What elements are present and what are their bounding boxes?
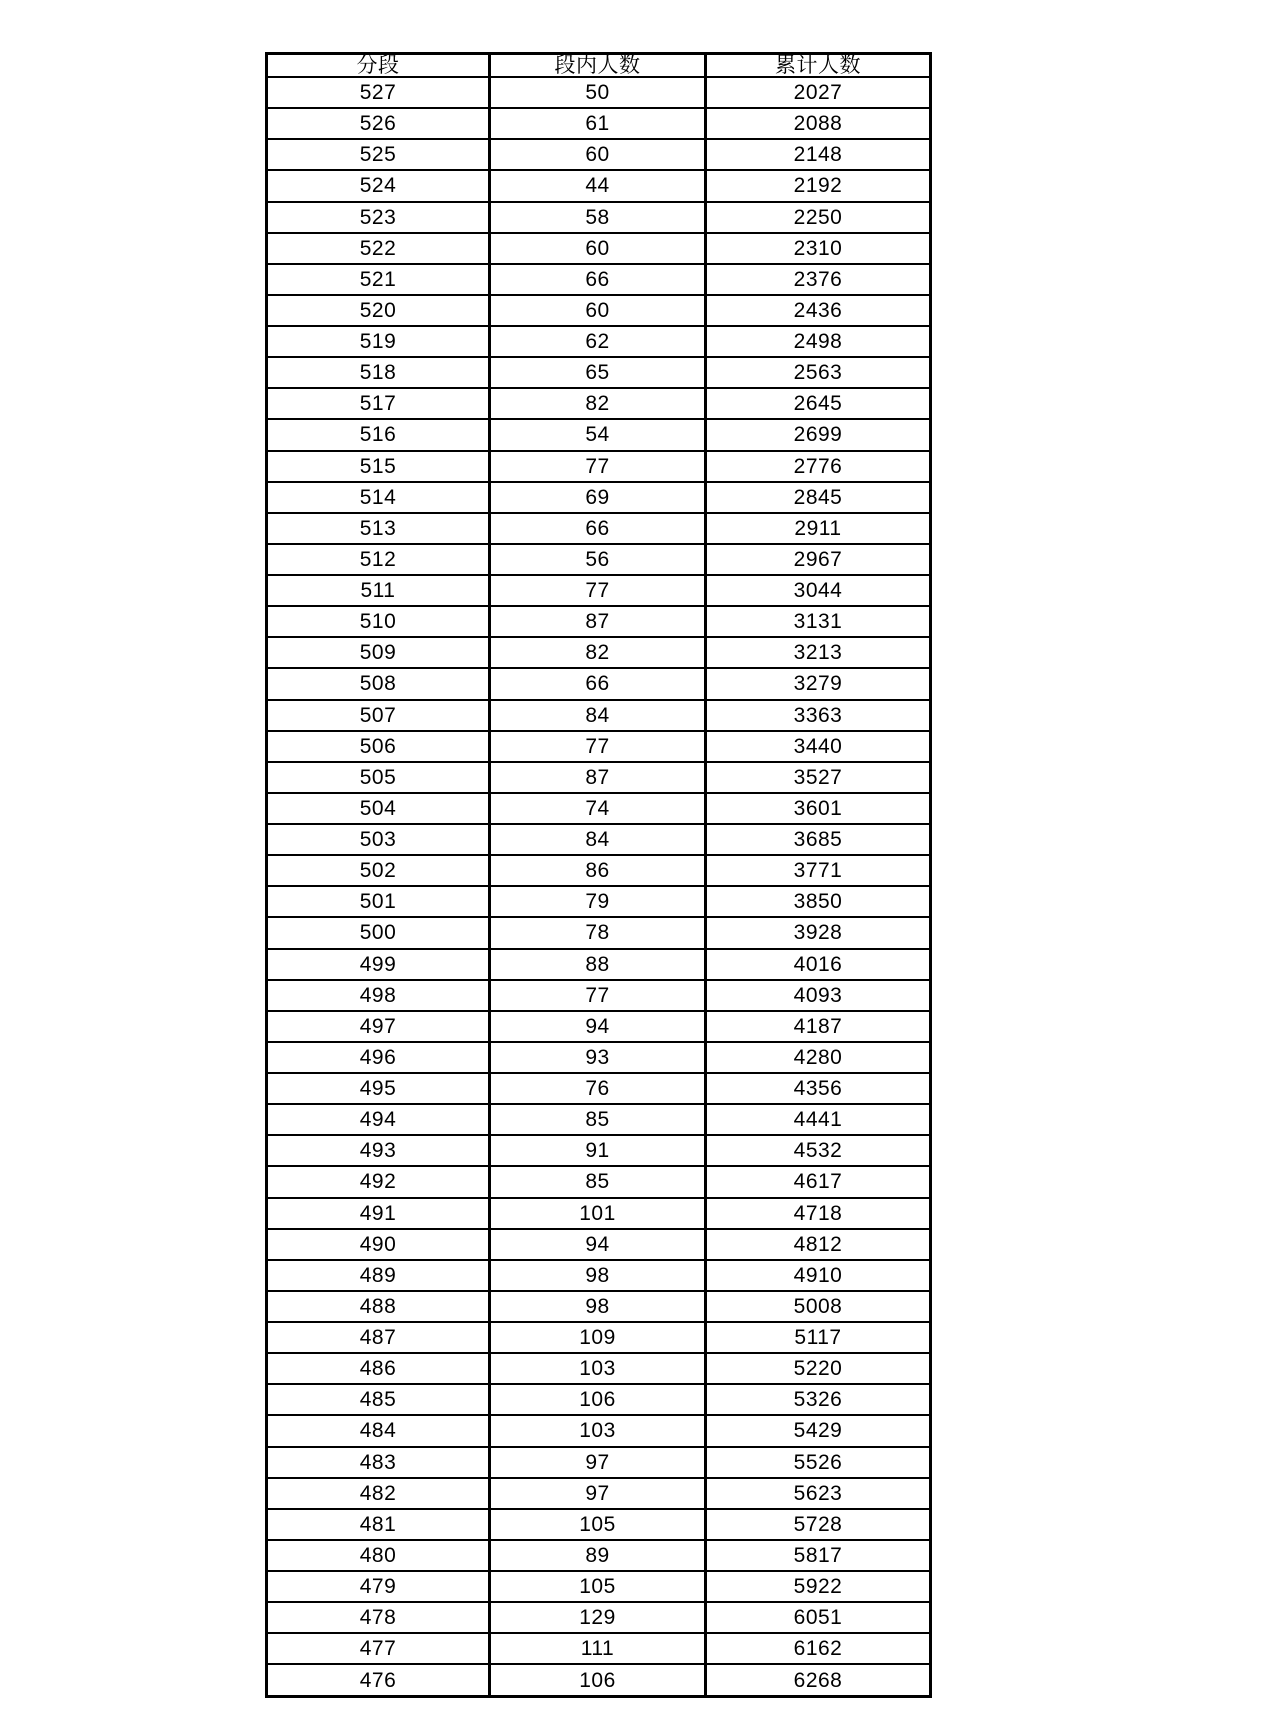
table-row (267, 668, 931, 699)
table-row (267, 762, 931, 793)
score-band-cell: 520 (267, 295, 490, 326)
table-row (267, 1353, 931, 1384)
score-band-cell: 508 (267, 668, 490, 699)
score-band-cell: 478 (267, 1602, 490, 1633)
table-row (267, 77, 931, 108)
segment-count-cell: 66 (490, 264, 706, 295)
header-cell-cumulative-count: 累计人数 (706, 54, 931, 78)
score-band-cell: 481 (267, 1509, 490, 1540)
cumulative-count-cell: 4532 (706, 1135, 931, 1166)
segment-count-cell: 77 (490, 980, 706, 1011)
score-band-cell: 507 (267, 700, 490, 731)
cumulative-count-cell: 2645 (706, 388, 931, 419)
score-band-cell: 510 (267, 606, 490, 637)
score-band-cell: 500 (267, 917, 490, 948)
table-row (267, 1633, 931, 1664)
cumulative-count-cell: 3131 (706, 606, 931, 637)
score-band-cell: 477 (267, 1633, 490, 1664)
score-band-cell: 493 (267, 1135, 490, 1166)
cumulative-count-cell: 4280 (706, 1042, 931, 1073)
score-band-cell: 516 (267, 419, 490, 450)
cumulative-count-cell: 2250 (706, 202, 931, 233)
table-row (267, 139, 931, 170)
segment-count-cell: 77 (490, 575, 706, 606)
table-row (267, 513, 931, 544)
cumulative-count-cell: 3279 (706, 668, 931, 699)
cumulative-count-cell: 2088 (706, 108, 931, 139)
table-row (267, 1478, 931, 1509)
score-band-cell: 498 (267, 980, 490, 1011)
table-row (267, 1384, 931, 1415)
cumulative-count-cell: 5922 (706, 1571, 931, 1602)
segment-count-cell: 82 (490, 637, 706, 668)
table-row (267, 731, 931, 762)
cumulative-count-cell: 3850 (706, 886, 931, 917)
cumulative-count-cell: 3527 (706, 762, 931, 793)
score-band-cell: 489 (267, 1260, 490, 1291)
table-row (267, 824, 931, 855)
cumulative-count-cell: 6051 (706, 1602, 931, 1633)
segment-count-cell: 87 (490, 606, 706, 637)
cumulative-count-cell: 2699 (706, 419, 931, 450)
cumulative-count-cell: 5117 (706, 1322, 931, 1353)
score-band-cell: 479 (267, 1571, 490, 1602)
cumulative-count-cell: 2911 (706, 513, 931, 544)
score-band-cell: 490 (267, 1229, 490, 1260)
cumulative-count-cell: 3363 (706, 700, 931, 731)
table-row (267, 233, 931, 264)
cumulative-count-cell: 5429 (706, 1415, 931, 1446)
table-row (267, 419, 931, 450)
segment-count-cell: 109 (490, 1322, 706, 1353)
cumulative-count-cell: 2376 (706, 264, 931, 295)
segment-count-cell: 87 (490, 762, 706, 793)
cumulative-count-cell: 2845 (706, 482, 931, 513)
score-band-cell: 488 (267, 1291, 490, 1322)
table-row (267, 1664, 931, 1696)
segment-count-cell: 79 (490, 886, 706, 917)
score-band-cell: 505 (267, 762, 490, 793)
table-row (267, 170, 931, 201)
score-band-cell: 487 (267, 1322, 490, 1353)
cumulative-count-cell: 4187 (706, 1011, 931, 1042)
segment-count-cell: 61 (490, 108, 706, 139)
segment-count-cell: 111 (490, 1633, 706, 1664)
score-band-cell: 495 (267, 1073, 490, 1104)
segment-count-cell: 91 (490, 1135, 706, 1166)
cumulative-count-cell: 5326 (706, 1384, 931, 1415)
cumulative-count-cell: 4910 (706, 1260, 931, 1291)
cumulative-count-cell: 5728 (706, 1509, 931, 1540)
cumulative-count-cell: 4812 (706, 1229, 931, 1260)
score-band-cell: 480 (267, 1540, 490, 1571)
table-row (267, 1509, 931, 1540)
score-band-cell: 525 (267, 139, 490, 170)
segment-count-cell: 76 (490, 1073, 706, 1104)
score-band-cell: 512 (267, 544, 490, 575)
score-band-cell: 486 (267, 1353, 490, 1384)
segment-count-cell: 85 (490, 1166, 706, 1197)
cumulative-count-cell: 4093 (706, 980, 931, 1011)
segment-count-cell: 84 (490, 824, 706, 855)
table-row (267, 1571, 931, 1602)
segment-count-cell: 88 (490, 949, 706, 980)
segment-count-cell: 44 (490, 170, 706, 201)
segment-count-cell: 65 (490, 357, 706, 388)
segment-count-cell: 62 (490, 326, 706, 357)
segment-count-cell: 74 (490, 793, 706, 824)
segment-count-cell: 84 (490, 700, 706, 731)
table-row (267, 575, 931, 606)
segment-count-cell: 77 (490, 451, 706, 482)
score-band-cell: 494 (267, 1104, 490, 1135)
score-band-cell: 518 (267, 357, 490, 388)
table-row (267, 1166, 931, 1197)
segment-count-cell: 58 (490, 202, 706, 233)
score-band-cell: 519 (267, 326, 490, 357)
score-band-cell: 499 (267, 949, 490, 980)
table-row (267, 264, 931, 295)
table-row (267, 949, 931, 980)
segment-count-cell: 50 (490, 77, 706, 108)
score-band-cell: 514 (267, 482, 490, 513)
table-row (267, 1135, 931, 1166)
score-band-cell: 502 (267, 855, 490, 886)
header-cell-segment-count: 段内人数 (490, 54, 706, 78)
segment-count-cell: 105 (490, 1509, 706, 1540)
score-band-cell: 485 (267, 1384, 490, 1415)
table-row (267, 326, 931, 357)
cumulative-count-cell: 3440 (706, 731, 931, 762)
segment-count-cell: 89 (490, 1540, 706, 1571)
segment-count-cell: 98 (490, 1291, 706, 1322)
table-row (267, 700, 931, 731)
cumulative-count-cell: 3928 (706, 917, 931, 948)
segment-count-cell: 101 (490, 1198, 706, 1229)
cumulative-count-cell: 2776 (706, 451, 931, 482)
segment-count-cell: 94 (490, 1011, 706, 1042)
table-row (267, 1042, 931, 1073)
segment-count-cell: 129 (490, 1602, 706, 1633)
table-row (267, 1447, 931, 1478)
cumulative-count-cell: 2027 (706, 77, 931, 108)
segment-count-cell: 86 (490, 855, 706, 886)
score-band-cell: 522 (267, 233, 490, 264)
cumulative-count-cell: 2498 (706, 326, 931, 357)
cumulative-count-cell: 2563 (706, 357, 931, 388)
cumulative-count-cell: 4441 (706, 1104, 931, 1135)
table-row (267, 637, 931, 668)
score-distribution-table (265, 52, 932, 1698)
table-row (267, 606, 931, 637)
segment-count-cell: 103 (490, 1415, 706, 1446)
cumulative-count-cell: 4356 (706, 1073, 931, 1104)
score-band-cell: 501 (267, 886, 490, 917)
table-row (267, 1415, 931, 1446)
segment-count-cell: 105 (490, 1571, 706, 1602)
cumulative-count-cell: 2436 (706, 295, 931, 326)
table-row (267, 1602, 931, 1633)
table-row (267, 855, 931, 886)
score-band-cell: 513 (267, 513, 490, 544)
table-row (267, 544, 931, 575)
table-row (267, 917, 931, 948)
cumulative-count-cell: 3213 (706, 637, 931, 668)
segment-count-cell: 82 (490, 388, 706, 419)
cumulative-count-cell: 5817 (706, 1540, 931, 1571)
cumulative-count-cell: 5623 (706, 1478, 931, 1509)
table-row (267, 1540, 931, 1571)
score-band-cell: 524 (267, 170, 490, 201)
cumulative-count-cell: 3044 (706, 575, 931, 606)
score-band-cell: 506 (267, 731, 490, 762)
segment-count-cell: 93 (490, 1042, 706, 1073)
segment-count-cell: 54 (490, 419, 706, 450)
segment-count-cell: 106 (490, 1664, 706, 1696)
table-row (267, 388, 931, 419)
score-band-cell: 497 (267, 1011, 490, 1042)
cumulative-count-cell: 5526 (706, 1447, 931, 1478)
segment-count-cell: 66 (490, 668, 706, 699)
score-band-cell: 491 (267, 1198, 490, 1229)
cumulative-count-cell: 2192 (706, 170, 931, 201)
segment-count-cell: 85 (490, 1104, 706, 1135)
table-row (267, 1260, 931, 1291)
segment-count-cell: 98 (490, 1260, 706, 1291)
segment-count-cell: 106 (490, 1384, 706, 1415)
cumulative-count-cell: 3771 (706, 855, 931, 886)
table-row (267, 295, 931, 326)
score-band-cell: 521 (267, 264, 490, 295)
segment-count-cell: 77 (490, 731, 706, 762)
score-band-cell: 523 (267, 202, 490, 233)
segment-count-cell: 60 (490, 139, 706, 170)
score-band-cell: 503 (267, 824, 490, 855)
segment-count-cell: 69 (490, 482, 706, 513)
table-row (267, 886, 931, 917)
table-row (267, 482, 931, 513)
segment-count-cell: 97 (490, 1478, 706, 1509)
score-band-cell: 526 (267, 108, 490, 139)
cumulative-count-cell: 2967 (706, 544, 931, 575)
score-band-cell: 517 (267, 388, 490, 419)
cumulative-count-cell: 2310 (706, 233, 931, 264)
table-header-row (267, 54, 931, 78)
score-band-cell: 492 (267, 1166, 490, 1197)
table-row (267, 357, 931, 388)
cumulative-count-cell: 2148 (706, 139, 931, 170)
cumulative-count-cell: 6268 (706, 1664, 931, 1696)
cumulative-count-cell: 4016 (706, 949, 931, 980)
segment-count-cell: 94 (490, 1229, 706, 1260)
table-row (267, 1011, 931, 1042)
cumulative-count-cell: 5008 (706, 1291, 931, 1322)
table-row (267, 202, 931, 233)
table-row (267, 980, 931, 1011)
segment-count-cell: 66 (490, 513, 706, 544)
score-band-cell: 515 (267, 451, 490, 482)
segment-count-cell: 78 (490, 917, 706, 948)
segment-count-cell: 103 (490, 1353, 706, 1384)
score-table-body (267, 77, 931, 1697)
segment-count-cell: 97 (490, 1447, 706, 1478)
cumulative-count-cell: 6162 (706, 1633, 931, 1664)
table-row (267, 1229, 931, 1260)
cumulative-count-cell: 3601 (706, 793, 931, 824)
score-band-cell: 509 (267, 637, 490, 668)
table-row (267, 1073, 931, 1104)
score-band-cell: 496 (267, 1042, 490, 1073)
score-band-cell: 511 (267, 575, 490, 606)
cumulative-count-cell: 5220 (706, 1353, 931, 1384)
score-band-cell: 504 (267, 793, 490, 824)
score-band-cell: 527 (267, 77, 490, 108)
score-band-cell: 476 (267, 1664, 490, 1696)
segment-count-cell: 60 (490, 233, 706, 264)
table-row (267, 1104, 931, 1135)
table-row (267, 1198, 931, 1229)
score-band-cell: 482 (267, 1478, 490, 1509)
cumulative-count-cell: 4718 (706, 1198, 931, 1229)
table-row (267, 1291, 931, 1322)
header-cell-score-band: 分段 (267, 54, 490, 78)
table-row (267, 451, 931, 482)
table-row (267, 1322, 931, 1353)
table-row (267, 108, 931, 139)
score-band-cell: 483 (267, 1447, 490, 1478)
score-band-cell: 484 (267, 1415, 490, 1446)
segment-count-cell: 60 (490, 295, 706, 326)
segment-count-cell: 56 (490, 544, 706, 575)
table-row (267, 793, 931, 824)
cumulative-count-cell: 4617 (706, 1166, 931, 1197)
cumulative-count-cell: 3685 (706, 824, 931, 855)
